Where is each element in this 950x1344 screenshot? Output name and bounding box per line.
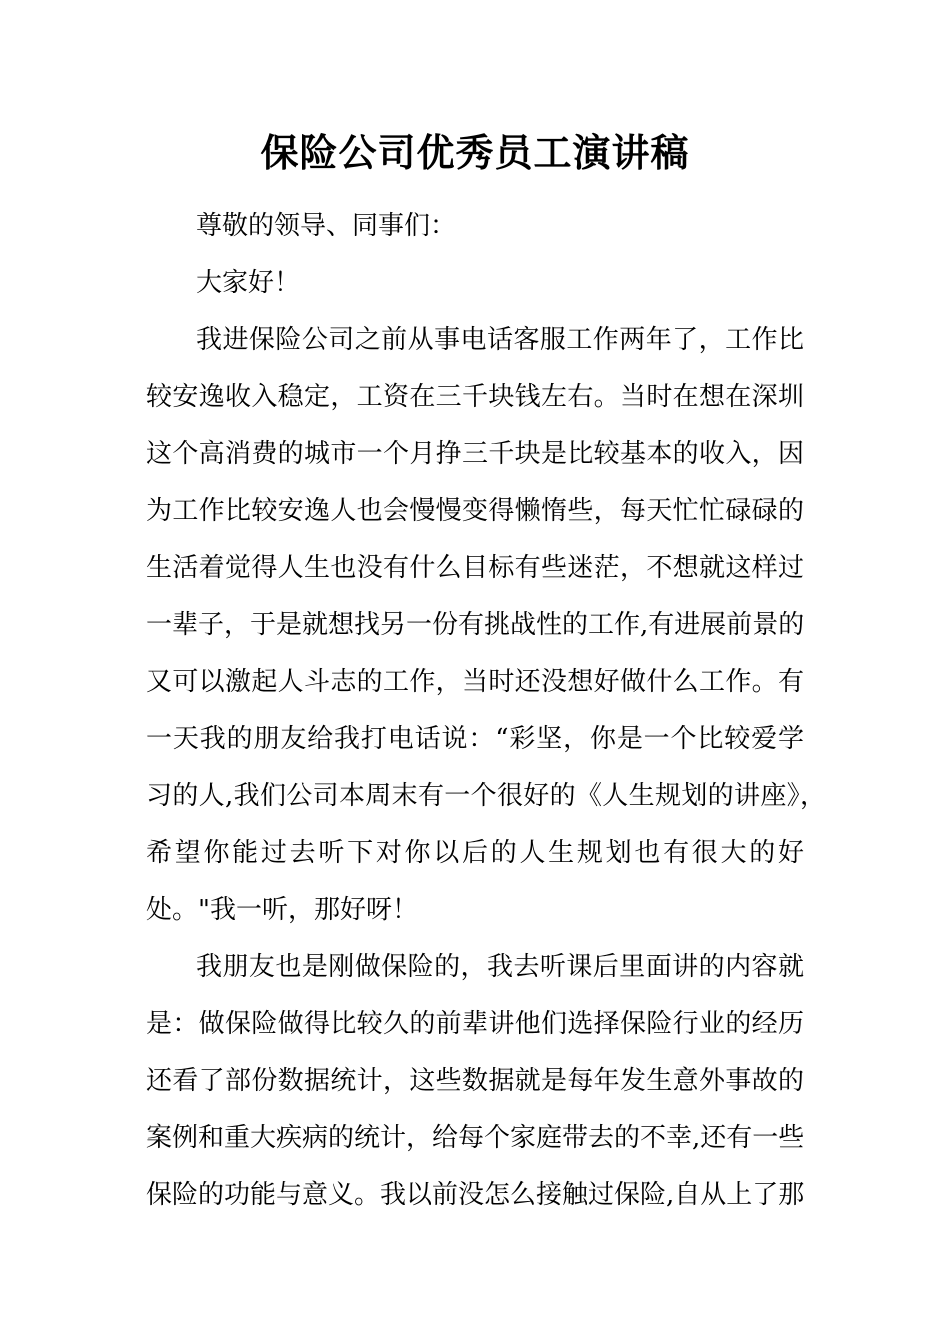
greeting-line: 大家好！: [196, 268, 301, 298]
paragraph-1-line-3: 这个高消费的城市一个月挣三千块是比较基本的收入，因: [146, 439, 804, 469]
paragraph-1-line-5: 生活着觉得人生也没有什么目标有些迷茫，不想就这样过: [146, 553, 804, 583]
paragraph-1-line-9: 习的人,我们公司本周末有一个很好的《人生规划的讲座》，: [146, 781, 826, 811]
paragraph-2-line-5: 保险的功能与意义。我以前没怎么接触过保险,自从上了那: [146, 1180, 805, 1210]
paragraph-1-line-1: 我进保险公司之前从事电话客服工作两年了，工作比: [196, 325, 804, 355]
paragraph-2-line-4: 案例和重大疾病的统计，给每个家庭带去的不幸,还有一些: [146, 1123, 805, 1153]
paragraph-1-line-4: 为工作比较安逸人也会慢慢变得懒惰些，每天忙忙碌碌的: [146, 496, 804, 526]
paragraph-1-line-11: 处。"我一听，那好呀！: [146, 895, 418, 925]
paragraph-1-line-8: 一天我的朋友给我打电话说：“彩坚，你是一个比较爱学: [146, 724, 804, 754]
paragraph-1-line-6: 一辈子，于是就想找另一份有挑战性的工作,有进展前景的: [146, 610, 805, 640]
salutation-line: 尊敬的领导、同事们：: [196, 211, 457, 241]
document-title: 保险公司优秀员工演讲稿: [260, 130, 690, 175]
paragraph-1-line-10: 希望你能过去听下对你以后的人生规划也有很大的好: [146, 838, 804, 868]
paragraph-2-line-3: 还看了部份数据统计，这些数据就是每年发生意外事故的: [146, 1066, 804, 1096]
paragraph-2-line-2: 是：做保险做得比较久的前辈讲他们选择保险行业的经历: [146, 1009, 804, 1039]
paragraph-1-line-7: 又可以激起人斗志的工作，当时还没想好做什么工作。有: [146, 667, 804, 697]
paragraph-1-line-2: 较安逸收入稳定，工资在三千块钱左右。当时在想在深圳: [146, 382, 804, 412]
paragraph-2-line-1: 我朋友也是刚做保险的，我去听课后里面讲的内容就: [196, 952, 804, 982]
